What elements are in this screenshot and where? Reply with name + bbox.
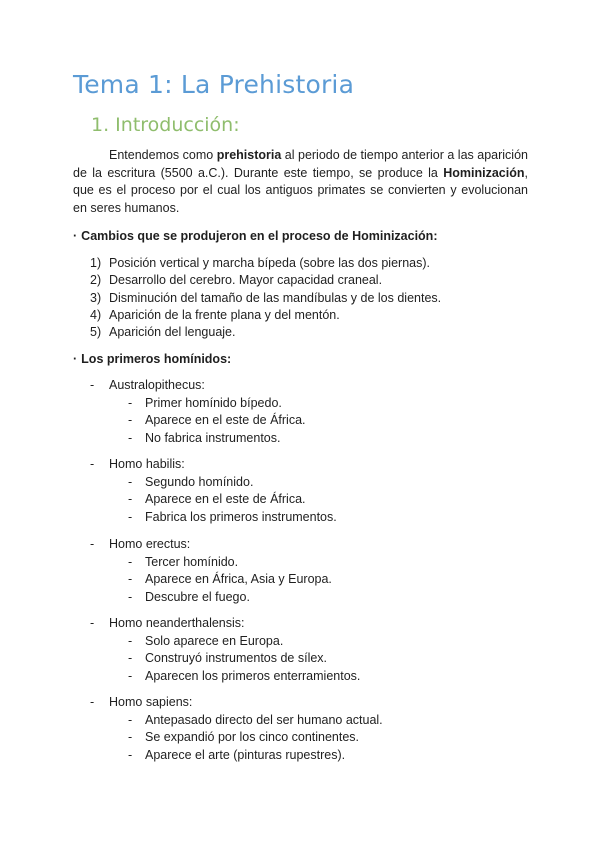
- trait-item: [90, 747, 383, 765]
- trait-item: [90, 729, 383, 747]
- species-homo-neanderthalensis: [90, 615, 360, 685]
- dash-bullet: -: [128, 712, 133, 727]
- species-name-row: [90, 694, 383, 712]
- trait-text: Solo aparece en Europa.: [145, 633, 284, 648]
- dash-bullet: -: [90, 378, 95, 392]
- bullet-dot: ·: [73, 352, 78, 366]
- list-number: 5): [90, 325, 102, 340]
- dash-bullet: -: [128, 730, 133, 744]
- bullet-dot: ·: [73, 229, 78, 243]
- intro-paragraph: [73, 147, 528, 217]
- trait-text: Antepasado directo del ser humano actual.: [145, 712, 383, 727]
- dash-bullet: -: [90, 537, 95, 551]
- trait-item: [90, 712, 383, 730]
- trait-text: Aparece en el este de África.: [145, 492, 306, 506]
- changes-list: [90, 255, 441, 341]
- list-item-text: Aparición del lenguaje.: [109, 325, 236, 340]
- trait-text: Construyó instrumentos de sílex.: [145, 651, 328, 665]
- trait-text: No fabrica instrumentos.: [145, 430, 281, 445]
- trait-text: Fabrica los primeros instrumentos.: [145, 509, 337, 524]
- dash-bullet: -: [128, 474, 133, 489]
- dash-bullet: -: [128, 651, 133, 665]
- trait-item: [90, 589, 332, 607]
- trait-item: [90, 633, 360, 651]
- species-homo-erectus: [90, 536, 332, 606]
- list-number: 2): [90, 273, 102, 288]
- trait-text: Aparece en el este de África.: [145, 413, 306, 427]
- list-number: 1): [90, 256, 102, 270]
- hominids-heading-text: Los primeros homínidos:: [81, 352, 232, 366]
- intro-bold-hominizacion: Hominización: [443, 165, 525, 180]
- trait-text: Segundo homínido.: [145, 474, 254, 489]
- list-item: [90, 307, 441, 324]
- intro-text-2: al periodo de tiempo anterior a las aparición de la escritura (5500 a.C.). Durante este tiempo, se produce la: [73, 148, 528, 180]
- dash-bullet: -: [128, 395, 133, 410]
- dash-bullet: -: [90, 695, 95, 709]
- trait-text: Aparecen los primeros enterramientos.: [145, 668, 361, 683]
- list-item: [90, 324, 441, 341]
- dash-bullet: -: [128, 492, 133, 506]
- intro-text-1: Entendemos como: [109, 148, 217, 162]
- list-item-text: Desarrollo del cerebro. Mayor capacidad craneal.: [109, 273, 383, 288]
- trait-item: [90, 491, 337, 509]
- list-item-text: Posición vertical y marcha bípeda (sobre las dos piernas).: [109, 256, 430, 270]
- changes-heading-text: Cambios que se produjeron en el proceso de Hominización:: [81, 229, 438, 243]
- dash-bullet: -: [128, 430, 133, 445]
- list-item: [90, 255, 441, 272]
- hominids-heading: [73, 352, 231, 366]
- trait-text: Tercer homínido.: [145, 554, 239, 569]
- dash-bullet: -: [128, 413, 133, 427]
- intro-bold-prehistoria: prehistoria: [216, 148, 282, 162]
- trait-text: Aparece en África, Asia y Europa.: [145, 572, 332, 586]
- trait-item: [90, 509, 337, 527]
- species-name: Homo erectus:: [109, 537, 191, 551]
- species-name: Homo habilis:: [109, 457, 185, 471]
- species-australopithecus: [90, 377, 306, 447]
- dash-bullet: -: [128, 589, 133, 604]
- dash-bullet: -: [128, 509, 133, 524]
- species-homo-sapiens: [90, 694, 383, 764]
- intro-text-3: , que es el proceso por el cual los antiguos primates se convierten y evolucionan en seres humanos.: [73, 165, 528, 215]
- dash-bullet: -: [90, 616, 95, 630]
- trait-item: [90, 412, 306, 430]
- dash-bullet: -: [128, 633, 133, 648]
- trait-text: Primer homínido bípedo.: [145, 395, 282, 410]
- list-number: 4): [90, 307, 102, 322]
- list-number: 3): [90, 290, 102, 305]
- trait-item: [90, 474, 337, 492]
- section-heading-introduccion: 1. Introducción:: [91, 114, 240, 136]
- trait-item: [90, 554, 332, 572]
- list-item-text: Disminución del tamaño de las mandíbulas y de los dientes.: [109, 290, 442, 305]
- dash-bullet: -: [128, 554, 133, 569]
- list-item: [90, 290, 441, 307]
- dash-bullet: -: [128, 747, 133, 762]
- dash-bullet: -: [128, 668, 133, 683]
- trait-text: Aparece el arte (pinturas rupestres).: [145, 747, 346, 762]
- species-name-row: [90, 456, 337, 474]
- page-title: Tema 1: La Prehistoria: [73, 70, 355, 99]
- trait-item: [90, 650, 360, 668]
- species-name-row: [90, 615, 360, 633]
- species-name: Homo sapiens:: [109, 695, 193, 709]
- species-homo-habilis: [90, 456, 337, 526]
- dash-bullet: -: [90, 457, 95, 471]
- dash-bullet: -: [128, 572, 133, 586]
- species-name-row: [90, 377, 306, 395]
- trait-item: [90, 395, 306, 413]
- changes-heading: [73, 229, 437, 243]
- list-item: [90, 272, 441, 289]
- trait-item: [90, 571, 332, 589]
- trait-item: [90, 668, 360, 686]
- trait-item: [90, 430, 306, 448]
- list-item-text: Aparición de la frente plana y del mentón.: [109, 307, 340, 322]
- species-name: Australopithecus:: [109, 378, 205, 392]
- trait-text: Se expandió por los cinco continentes.: [145, 730, 360, 744]
- species-name: Homo neanderthalensis:: [109, 616, 245, 630]
- trait-text: Descubre el fuego.: [145, 589, 250, 604]
- species-name-row: [90, 536, 332, 554]
